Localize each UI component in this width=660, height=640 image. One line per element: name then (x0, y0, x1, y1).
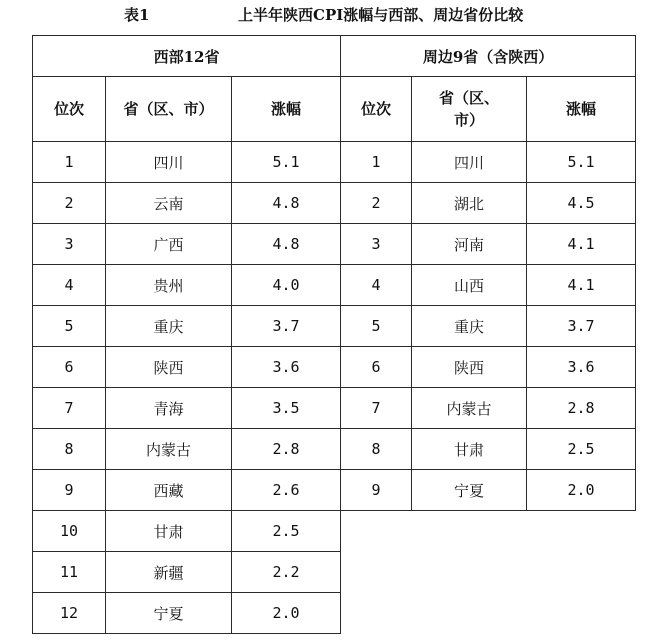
west-rank-cell: 9 (33, 470, 106, 511)
west-rank-cell: 1 (33, 142, 106, 183)
west-province-cell: 宁夏 (106, 593, 232, 634)
west-rate-cell: 2.2 (232, 552, 341, 593)
neighbors-province-cell: 重庆 (412, 306, 527, 347)
table-row (33, 265, 636, 306)
neighbors-rank-cell: 6 (341, 347, 412, 388)
neighbors-col-rate: 涨幅 (527, 77, 636, 142)
neighbors-rank-cell: 4 (341, 265, 412, 306)
west-province-cell: 甘肃 (106, 511, 232, 552)
table-row (33, 593, 636, 634)
table-row (33, 183, 636, 224)
table-row (33, 224, 636, 265)
neighbors-province-cell: 内蒙古 (412, 388, 527, 429)
table-row (33, 388, 636, 429)
neighbors-rank-cell: 9 (341, 470, 412, 511)
west-rate-cell: 3.6 (232, 347, 341, 388)
empty-cell (341, 593, 412, 634)
west-rank-cell: 2 (33, 183, 106, 224)
neighbors-rank-cell: 1 (341, 142, 412, 183)
neighbors-province-cell: 宁夏 (412, 470, 527, 511)
neighbors-col-rank: 位次 (341, 77, 412, 142)
west-rate-cell: 5.1 (232, 142, 341, 183)
west-rank-cell: 4 (33, 265, 106, 306)
table-caption (0, 0, 660, 34)
west-rate-cell: 3.5 (232, 388, 341, 429)
west-rate-cell: 2.8 (232, 429, 341, 470)
west-province-cell: 重庆 (106, 306, 232, 347)
table-row (33, 511, 636, 552)
table-row (33, 429, 636, 470)
west-province-cell: 云南 (106, 183, 232, 224)
table-row (33, 470, 636, 511)
west-province-cell: 陕西 (106, 347, 232, 388)
west-rank-cell: 11 (33, 552, 106, 593)
west-province-cell: 新疆 (106, 552, 232, 593)
neighbors-rank-cell: 8 (341, 429, 412, 470)
neighbors-rank-cell: 2 (341, 183, 412, 224)
west-rank-cell: 5 (33, 306, 106, 347)
west-col-rank: 位次 (33, 77, 106, 142)
neighbors-col-province: 省（区、市） (412, 77, 527, 142)
west-rank-cell: 7 (33, 388, 106, 429)
neighbors-rank-cell: 5 (341, 306, 412, 347)
neighbors-rate-cell: 4.1 (527, 224, 636, 265)
neighbors-province-cell: 湖北 (412, 183, 527, 224)
neighbors-group-heading: 周边9省（含陕西） (341, 36, 636, 77)
west-col-province: 省（区、市） (106, 77, 232, 142)
west-province-cell: 青海 (106, 388, 232, 429)
west-province-cell: 贵州 (106, 265, 232, 306)
neighbors-province-cell: 河南 (412, 224, 527, 265)
neighbors-province-cell: 四川 (412, 142, 527, 183)
neighbors-rate-cell: 3.6 (527, 347, 636, 388)
west-rank-cell: 10 (33, 511, 106, 552)
neighbors-rate-cell: 5.1 (527, 142, 636, 183)
neighbors-rate-cell: 2.5 (527, 429, 636, 470)
neighbors-province-cell: 山西 (412, 265, 527, 306)
west-rank-cell: 6 (33, 347, 106, 388)
cpi-comparison-table (32, 35, 636, 634)
empty-cell (341, 511, 412, 552)
neighbors-province-cell: 甘肃 (412, 429, 527, 470)
neighbors-rate-cell: 2.0 (527, 470, 636, 511)
west-group-heading: 西部12省 (33, 36, 341, 77)
table-row (33, 306, 636, 347)
table-number: 表1 (124, 6, 150, 24)
west-province-cell: 广西 (106, 224, 232, 265)
empty-cell (527, 511, 636, 552)
west-rank-cell: 3 (33, 224, 106, 265)
west-rank-cell: 8 (33, 429, 106, 470)
west-province-cell: 四川 (106, 142, 232, 183)
west-rate-cell: 4.8 (232, 183, 341, 224)
empty-cell (341, 552, 412, 593)
neighbors-rate-cell: 4.5 (527, 183, 636, 224)
empty-cell (527, 593, 636, 634)
neighbors-rate-cell: 3.7 (527, 306, 636, 347)
empty-cell (412, 511, 527, 552)
table-row (33, 552, 636, 593)
west-rate-cell: 2.0 (232, 593, 341, 634)
table-title: 上半年陕西CPI涨幅与西部、周边省份比较 (238, 6, 524, 24)
table-row (33, 347, 636, 388)
west-col-rate: 涨幅 (232, 77, 341, 142)
empty-cell (412, 552, 527, 593)
empty-cell (412, 593, 527, 634)
west-rate-cell: 3.7 (232, 306, 341, 347)
west-rank-cell: 12 (33, 593, 106, 634)
table-row (33, 142, 636, 183)
empty-cell (527, 552, 636, 593)
west-province-cell: 西藏 (106, 470, 232, 511)
west-rate-cell: 2.6 (232, 470, 341, 511)
neighbors-rank-cell: 3 (341, 224, 412, 265)
column-header-row (33, 77, 636, 142)
neighbors-province-cell: 陕西 (412, 347, 527, 388)
west-province-cell: 内蒙古 (106, 429, 232, 470)
west-rate-cell: 4.0 (232, 265, 341, 306)
neighbors-rank-cell: 7 (341, 388, 412, 429)
west-rate-cell: 4.8 (232, 224, 341, 265)
neighbors-rate-cell: 4.1 (527, 265, 636, 306)
west-rate-cell: 2.5 (232, 511, 341, 552)
neighbors-rate-cell: 2.8 (527, 388, 636, 429)
group-header-row (33, 36, 636, 77)
